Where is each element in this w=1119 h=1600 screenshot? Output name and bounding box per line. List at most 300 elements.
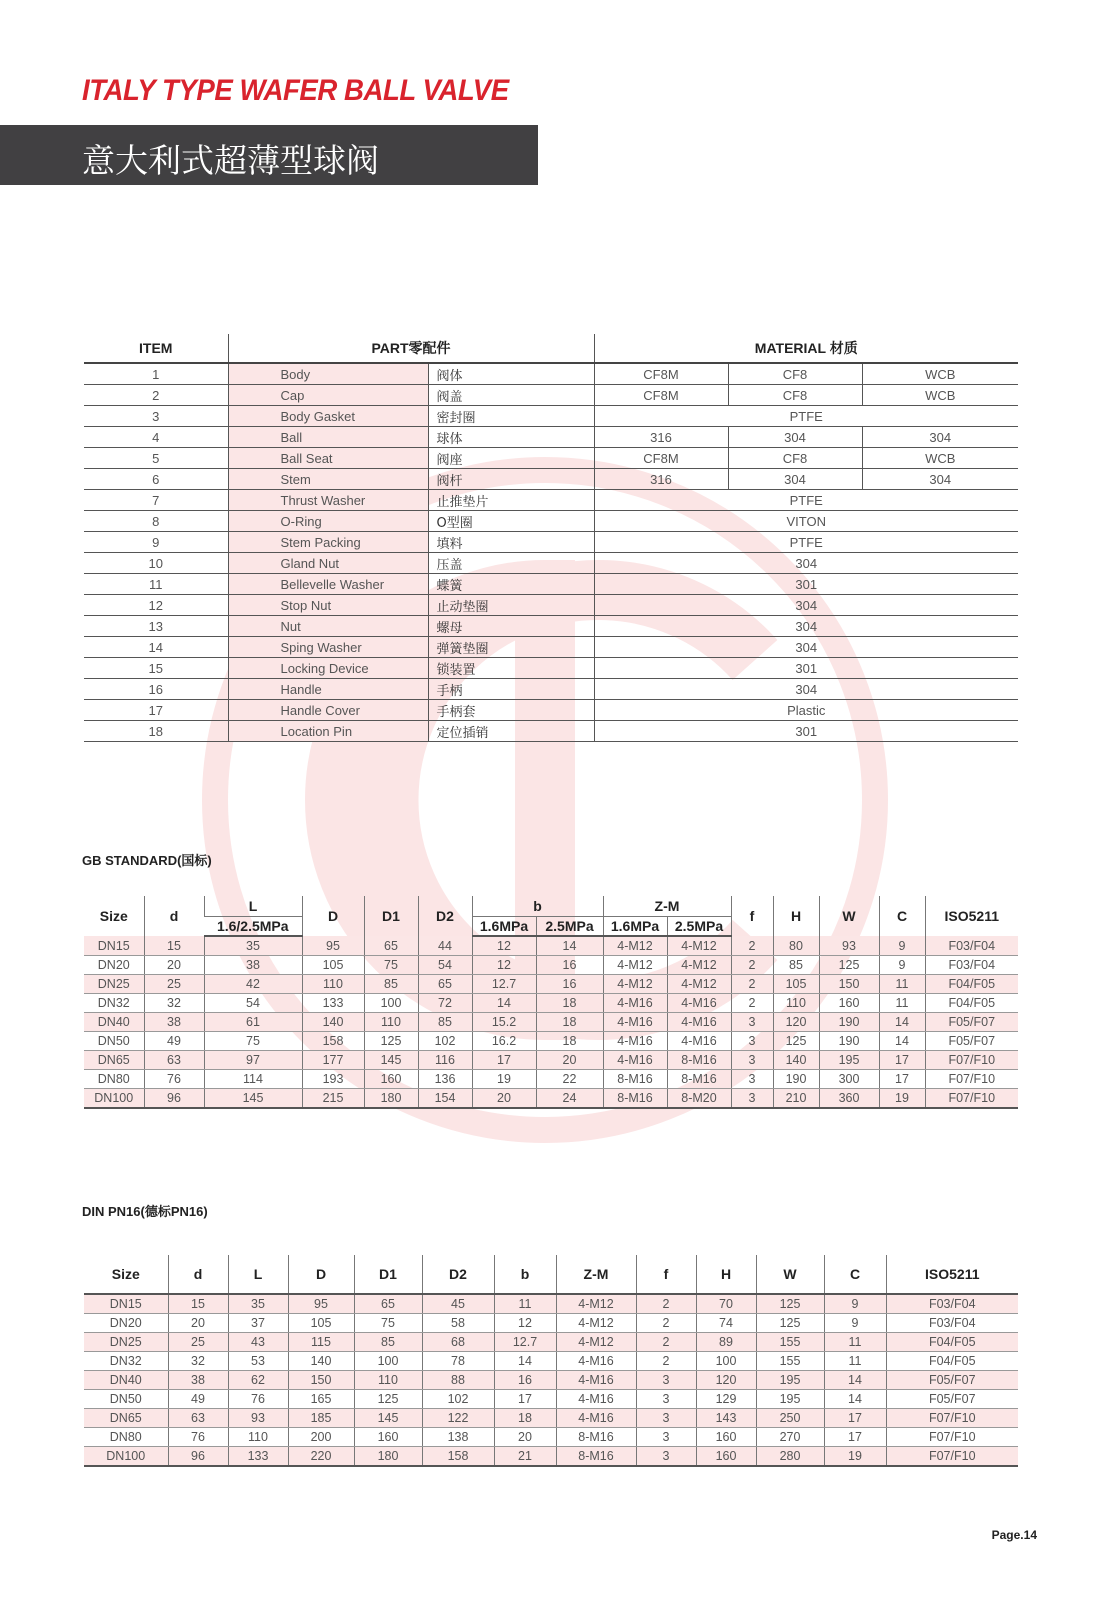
part-name-cn: 止动垫圈: [428, 595, 594, 616]
part-name-cn: 填料: [428, 532, 594, 553]
din-cell: 180: [354, 1447, 422, 1467]
gb-cell: DN15: [84, 936, 144, 956]
gb-cell: 20: [472, 1089, 536, 1109]
gb-cell: 360: [819, 1089, 879, 1109]
din-cell: 20: [168, 1314, 228, 1333]
din-cell: 74: [696, 1314, 756, 1333]
parts-row: [84, 406, 1018, 427]
din-row: [84, 1333, 1018, 1352]
material-value: CF8: [728, 363, 862, 385]
din-cell: 250: [756, 1409, 824, 1428]
din-cell: 25: [168, 1333, 228, 1352]
din-cell: F03/F04: [886, 1294, 1018, 1314]
din-cell: 4-M12: [556, 1314, 636, 1333]
gb-cell: DN20: [84, 956, 144, 975]
din-cell: 133: [228, 1447, 288, 1467]
din-cell: 270: [756, 1428, 824, 1447]
din-header-cell: D1: [354, 1255, 422, 1294]
gb-cell: 12: [472, 936, 536, 956]
din-cell: 220: [288, 1447, 354, 1467]
din-cell: 4-M12: [556, 1333, 636, 1352]
gb-cell: 3: [731, 1051, 773, 1070]
din-header-cell: C: [824, 1255, 886, 1294]
din-cell: 95: [288, 1294, 354, 1314]
din-header-cell: D2: [422, 1255, 494, 1294]
material-value: WCB: [862, 363, 1018, 385]
material-value: PTFE: [594, 532, 1018, 553]
gb-cell: 75: [204, 1032, 302, 1051]
gb-cell: 190: [819, 1032, 879, 1051]
gb-cell: 15.2: [472, 1013, 536, 1032]
gb-cell: DN32: [84, 994, 144, 1013]
gb-cell: 158: [302, 1032, 364, 1051]
gb-header-l: L: [204, 896, 302, 917]
din-row: [84, 1352, 1018, 1371]
parts-row: [84, 595, 1018, 616]
part-name-cn: 手柄: [428, 679, 594, 700]
din-cell: DN65: [84, 1409, 168, 1428]
din-cell: 160: [696, 1447, 756, 1467]
gb-cell: 85: [418, 1013, 472, 1032]
din-cell: 65: [354, 1294, 422, 1314]
part-name-en: Sping Washer: [228, 637, 428, 658]
din-cell: 62: [228, 1371, 288, 1390]
item-number: 10: [84, 553, 228, 574]
gb-cell: 61: [204, 1013, 302, 1032]
gb-header-iso: ISO5211: [925, 896, 1018, 936]
gb-cell: 76: [144, 1070, 204, 1089]
gb-cell: 49: [144, 1032, 204, 1051]
part-name-cn: 锁装置: [428, 658, 594, 679]
gb-cell: 72: [418, 994, 472, 1013]
part-name-en: Cap: [228, 385, 428, 406]
din-cell: 9: [824, 1314, 886, 1333]
din-cell: 155: [756, 1352, 824, 1371]
din-cell: 53: [228, 1352, 288, 1371]
material-value: 316: [594, 427, 728, 448]
part-name-cn: 阀座: [428, 448, 594, 469]
part-name-cn: 定位插销: [428, 721, 594, 742]
gb-header-b: b: [472, 896, 603, 917]
gb-cell: 75: [364, 956, 418, 975]
gb-cell: 42: [204, 975, 302, 994]
din-cell: DN20: [84, 1314, 168, 1333]
gb-cell: 125: [819, 956, 879, 975]
parts-row: [84, 700, 1018, 721]
material-value: VITON: [594, 511, 1018, 532]
part-name-en: Stop Nut: [228, 595, 428, 616]
gb-cell: 145: [204, 1089, 302, 1109]
page-number: Page.14: [991, 1528, 1037, 1542]
gb-cell: 190: [819, 1013, 879, 1032]
din-cell: 43: [228, 1333, 288, 1352]
din-cell: 76: [168, 1428, 228, 1447]
gb-cell: 110: [364, 1013, 418, 1032]
din-header-cell: f: [636, 1255, 696, 1294]
gb-cell: 4-M16: [603, 1032, 667, 1051]
parts-row: [84, 574, 1018, 595]
gb-cell: 8-M16: [603, 1089, 667, 1109]
din-cell: 17: [824, 1409, 886, 1428]
material-value: 304: [594, 637, 1018, 658]
gb-cell: DN80: [84, 1070, 144, 1089]
din-cell: 12: [494, 1314, 556, 1333]
part-name-cn: 弹簧垫圈: [428, 637, 594, 658]
din-pn16-table: [84, 1255, 1018, 1467]
din-row: [84, 1428, 1018, 1447]
gb-cell: 105: [773, 975, 819, 994]
din-cell: 143: [696, 1409, 756, 1428]
part-name-cn: 压盖: [428, 553, 594, 574]
parts-row: [84, 511, 1018, 532]
din-cell: 125: [756, 1294, 824, 1314]
gb-cell: 190: [773, 1070, 819, 1089]
din-cell: 17: [494, 1390, 556, 1409]
part-name-cn: 手柄套: [428, 700, 594, 721]
din-cell: F05/F07: [886, 1371, 1018, 1390]
gb-cell: 63: [144, 1051, 204, 1070]
gb-cell: 110: [302, 975, 364, 994]
din-cell: 125: [756, 1314, 824, 1333]
gb-row: [84, 1013, 1018, 1032]
din-cell: 8-M16: [556, 1428, 636, 1447]
parts-row: [84, 363, 1018, 385]
gb-cell: 38: [144, 1013, 204, 1032]
gb-cell: 4-M12: [603, 956, 667, 975]
gb-cell: DN50: [84, 1032, 144, 1051]
din-cell: F07/F10: [886, 1447, 1018, 1467]
gb-cell: 140: [773, 1051, 819, 1070]
gb-cell: 11: [879, 994, 925, 1013]
din-cell: 102: [422, 1390, 494, 1409]
gb-cell: 16: [536, 956, 603, 975]
part-name-en: Body: [228, 363, 428, 385]
gb-cell: 65: [418, 975, 472, 994]
gb-header-H: H: [773, 896, 819, 936]
din-row: [84, 1409, 1018, 1428]
din-section-label: DIN PN16(德标PN16): [82, 1204, 208, 1219]
gb-cell: 14: [879, 1013, 925, 1032]
gb-cell: 20: [144, 956, 204, 975]
gb-cell: 16: [536, 975, 603, 994]
din-cell: 195: [756, 1371, 824, 1390]
gb-cell: 4-M16: [667, 994, 731, 1013]
din-cell: 158: [422, 1447, 494, 1467]
gb-section-label: GB STANDARD(国标): [82, 853, 212, 868]
item-number: 7: [84, 490, 228, 511]
item-number: 15: [84, 658, 228, 679]
parts-row: [84, 721, 1018, 742]
gb-cell: 154: [418, 1089, 472, 1109]
gb-cell: 9: [879, 936, 925, 956]
din-cell: DN32: [84, 1352, 168, 1371]
material-value: PTFE: [594, 406, 1018, 427]
din-cell: 14: [494, 1352, 556, 1371]
din-cell: 155: [756, 1333, 824, 1352]
din-cell: 195: [756, 1390, 824, 1409]
din-cell: 150: [288, 1371, 354, 1390]
gb-cell: 96: [144, 1089, 204, 1109]
material-value: WCB: [862, 385, 1018, 406]
din-cell: 145: [354, 1409, 422, 1428]
item-number: 1: [84, 363, 228, 385]
gb-cell: 80: [773, 936, 819, 956]
din-header-cell: d: [168, 1255, 228, 1294]
gb-header-size: Size: [99, 908, 128, 924]
gb-cell: 116: [418, 1051, 472, 1070]
material-value: 301: [594, 574, 1018, 595]
gb-cell: 102: [418, 1032, 472, 1051]
gb-row: [84, 956, 1018, 975]
gb-row: [84, 936, 1018, 956]
gb-cell: DN65: [84, 1051, 144, 1070]
gb-cell: 97: [204, 1051, 302, 1070]
din-cell: 100: [696, 1352, 756, 1371]
part-name-en: Body Gasket: [228, 406, 428, 427]
item-number: 9: [84, 532, 228, 553]
item-number: 12: [84, 595, 228, 616]
gb-cell: 150: [819, 975, 879, 994]
part-name-cn: 阀体: [428, 363, 594, 385]
din-cell: 4-M12: [556, 1294, 636, 1314]
gb-cell: DN100: [84, 1089, 144, 1109]
din-cell: 37: [228, 1314, 288, 1333]
gb-cell: 12: [472, 956, 536, 975]
gb-cell: 4-M16: [603, 1051, 667, 1070]
gb-standard-table: [84, 896, 1018, 1109]
gb-cell: 12.7: [472, 975, 536, 994]
part-name-cn: 阀杆: [428, 469, 594, 490]
gb-cell: 32: [144, 994, 204, 1013]
din-row: [84, 1371, 1018, 1390]
din-cell: 280: [756, 1447, 824, 1467]
gb-header-D: D: [302, 896, 364, 936]
din-cell: 68: [422, 1333, 494, 1352]
material-value: 304: [594, 595, 1018, 616]
gb-header-C: C: [879, 896, 925, 936]
gb-cell: 18: [536, 1013, 603, 1032]
din-cell: 16: [494, 1371, 556, 1390]
part-name-cn: 阀盖: [428, 385, 594, 406]
gb-cell: F04/F05: [925, 994, 1018, 1013]
item-number: 8: [84, 511, 228, 532]
din-header-cell: W: [756, 1255, 824, 1294]
gb-cell: 11: [879, 975, 925, 994]
gb-cell: 4-M12: [667, 975, 731, 994]
gb-cell: 20: [536, 1051, 603, 1070]
gb-cell: 2: [731, 994, 773, 1013]
din-cell: 160: [696, 1428, 756, 1447]
item-number: 14: [84, 637, 228, 658]
din-cell: 115: [288, 1333, 354, 1352]
gb-cell: 18: [536, 1032, 603, 1051]
din-cell: 96: [168, 1447, 228, 1467]
gb-cell: 125: [773, 1032, 819, 1051]
din-cell: 2: [636, 1333, 696, 1352]
gb-cell: 15: [144, 936, 204, 956]
gb-cell: 8-M16: [667, 1051, 731, 1070]
gb-cell: 85: [773, 956, 819, 975]
din-cell: 11: [494, 1294, 556, 1314]
din-cell: 3: [636, 1371, 696, 1390]
gb-cell: 210: [773, 1089, 819, 1109]
gb-header-b-sub1: 1.6MPa: [472, 917, 536, 937]
part-name-en: Handle Cover: [228, 700, 428, 721]
gb-row: [84, 1070, 1018, 1089]
gb-cell: 44: [418, 936, 472, 956]
din-cell: 9: [824, 1294, 886, 1314]
din-cell: 4-M16: [556, 1390, 636, 1409]
din-cell: 8-M16: [556, 1447, 636, 1467]
din-cell: 12.7: [494, 1333, 556, 1352]
din-cell: 11: [824, 1333, 886, 1352]
din-cell: 140: [288, 1352, 354, 1371]
material-value: CF8: [728, 385, 862, 406]
din-cell: 32: [168, 1352, 228, 1371]
gb-row: [84, 994, 1018, 1013]
din-cell: 58: [422, 1314, 494, 1333]
din-cell: 120: [696, 1371, 756, 1390]
header-part: PART零配件: [228, 334, 594, 363]
material-value: 316: [594, 469, 728, 490]
gb-cell: 4-M16: [603, 1013, 667, 1032]
gb-cell: 19: [879, 1089, 925, 1109]
parts-material-table: [84, 334, 1018, 742]
din-cell: 2: [636, 1294, 696, 1314]
gb-cell: F07/F10: [925, 1051, 1018, 1070]
din-cell: 138: [422, 1428, 494, 1447]
gb-row: [84, 975, 1018, 994]
din-cell: F04/F05: [886, 1352, 1018, 1371]
gb-cell: 35: [204, 936, 302, 956]
din-row: [84, 1390, 1018, 1409]
din-cell: DN15: [84, 1294, 168, 1314]
gb-cell: 14: [472, 994, 536, 1013]
din-cell: 14: [824, 1390, 886, 1409]
gb-cell: 65: [364, 936, 418, 956]
din-row: [84, 1294, 1018, 1314]
item-number: 4: [84, 427, 228, 448]
din-cell: DN80: [84, 1428, 168, 1447]
din-cell: F05/F07: [886, 1390, 1018, 1409]
din-cell: 17: [824, 1428, 886, 1447]
din-cell: 3: [636, 1390, 696, 1409]
din-cell: 88: [422, 1371, 494, 1390]
din-row: [84, 1447, 1018, 1467]
gb-cell: 300: [819, 1070, 879, 1089]
part-name-en: Bellevelle Washer: [228, 574, 428, 595]
gb-cell: 215: [302, 1089, 364, 1109]
gb-header-D2: D2: [418, 896, 472, 936]
gb-cell: 2: [731, 975, 773, 994]
item-number: 11: [84, 574, 228, 595]
part-name-cn: 止推垫片: [428, 490, 594, 511]
din-row: [84, 1314, 1018, 1333]
parts-row: [84, 427, 1018, 448]
gb-cell: 195: [819, 1051, 879, 1070]
header-item: ITEM: [84, 334, 228, 363]
parts-row: [84, 385, 1018, 406]
gb-cell: 54: [204, 994, 302, 1013]
item-number: 18: [84, 721, 228, 742]
title-bar-cn: [0, 125, 538, 185]
gb-cell: 160: [364, 1070, 418, 1089]
material-value: CF8M: [594, 385, 728, 406]
material-value: 304: [594, 553, 1018, 574]
gb-cell: 22: [536, 1070, 603, 1089]
page-title-cn: 意大利式超薄型球阀: [82, 141, 379, 180]
part-name-cn: 密封圈: [428, 406, 594, 427]
din-cell: 20: [494, 1428, 556, 1447]
gb-cell: 4-M12: [667, 956, 731, 975]
gb-cell: F04/F05: [925, 975, 1018, 994]
gb-cell: F05/F07: [925, 1013, 1018, 1032]
din-cell: 125: [354, 1390, 422, 1409]
din-cell: 200: [288, 1428, 354, 1447]
din-cell: 2: [636, 1352, 696, 1371]
gb-cell: 17: [879, 1070, 925, 1089]
din-cell: 21: [494, 1447, 556, 1467]
din-cell: DN100: [84, 1447, 168, 1467]
din-cell: 4-M16: [556, 1409, 636, 1428]
item-number: 17: [84, 700, 228, 721]
parts-row: [84, 490, 1018, 511]
material-value: 301: [594, 658, 1018, 679]
material-value: 304: [594, 679, 1018, 700]
gb-header-l-sub: 1.6/2.5MPa: [204, 917, 302, 937]
din-cell: 89: [696, 1333, 756, 1352]
material-value: CF8: [728, 448, 862, 469]
din-cell: F07/F10: [886, 1409, 1018, 1428]
gb-cell: 4-M16: [603, 994, 667, 1013]
parts-row: [84, 658, 1018, 679]
gb-row: [84, 1032, 1018, 1051]
gb-cell: DN25: [84, 975, 144, 994]
gb-cell: 85: [364, 975, 418, 994]
gb-cell: 8-M16: [667, 1070, 731, 1089]
din-cell: 3: [636, 1447, 696, 1467]
parts-row: [84, 448, 1018, 469]
din-cell: 2: [636, 1314, 696, 1333]
gb-cell: 3: [731, 1070, 773, 1089]
gb-cell: 4-M16: [667, 1032, 731, 1051]
gb-cell: 2: [731, 956, 773, 975]
din-cell: F04/F05: [886, 1333, 1018, 1352]
part-name-en: Ball: [228, 427, 428, 448]
parts-row: [84, 469, 1018, 490]
gb-cell: 54: [418, 956, 472, 975]
gb-cell: 2: [731, 936, 773, 956]
gb-cell: F05/F07: [925, 1032, 1018, 1051]
din-cell: 110: [228, 1428, 288, 1447]
gb-cell: 9: [879, 956, 925, 975]
gb-cell: F07/F10: [925, 1070, 1018, 1089]
item-number: 3: [84, 406, 228, 427]
din-cell: 100: [354, 1352, 422, 1371]
din-cell: 160: [354, 1428, 422, 1447]
material-value: 304: [728, 469, 862, 490]
gb-row: [84, 1089, 1018, 1109]
din-cell: 105: [288, 1314, 354, 1333]
part-name-en: Thrust Washer: [228, 490, 428, 511]
material-value: 301: [594, 721, 1018, 742]
gb-cell: 8-M20: [667, 1089, 731, 1109]
din-cell: 4-M16: [556, 1371, 636, 1390]
gb-cell: 136: [418, 1070, 472, 1089]
part-name-en: Locking Device: [228, 658, 428, 679]
din-cell: 122: [422, 1409, 494, 1428]
din-cell: 11: [824, 1352, 886, 1371]
